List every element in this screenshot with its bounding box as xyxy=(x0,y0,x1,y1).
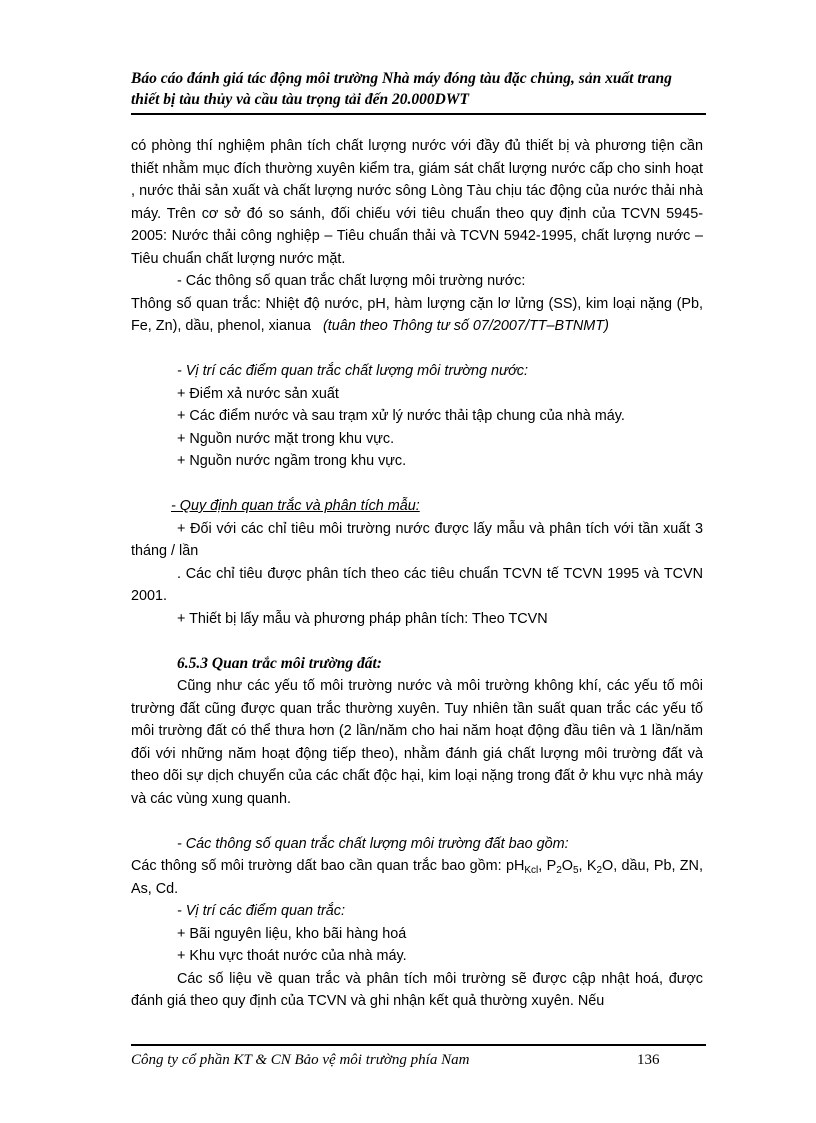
sampling-item-1: + Đối với các chỉ tiêu môi trường nước được lấy mẫu và phân tích với tần xuất 3 tháng / lần xyxy=(131,520,703,559)
water-locations-heading: - Vị trí các điểm quan trắc chất lượng môi trường nước: xyxy=(177,363,528,379)
water-params-heading: - Các thông số quan trắc chất lượng môi trường nước: xyxy=(177,273,526,289)
page-number: 136 xyxy=(637,1052,660,1068)
soil-params-text: Các thông số môi trường dất bao cần quan trắc bao gồm: $pH_{Kcl}$, $P_2O_5$, $K_2O$, dầu, Pb, ZN, As, Cd. xyxy=(131,858,703,897)
soil-monitoring-paragraph: Cũng như các yếu tố môi trường nước và môi trường không khí, các yếu tố môi trường đất cũng được quan trắc thường xuyên. Tuy nhiên tần suất quan trắc các yếu tố môi trường đất có thể thưa hơn (2 lần/năm cho hai năm hoạt động đầu tiên và 1 lần/năm đối với những năm hoạt động tiếp theo), nhằm đánh giá chất lượng môi trường đất và theo dõi sự dịch chuyển của các chất độc hại, kim loại nặng trong đất ở khu vực nhà máy và các vùng xung quanh. xyxy=(131,678,703,807)
document-body xyxy=(131,135,703,1013)
document-header xyxy=(131,68,706,114)
water-monitoring-paragraph: có phòng thí nghiệm phân tích chất lượng nước với đầy đủ thiết bị và phương tiện cần thiết nhằm mục đích thường xuyên kiểm tra, giám sát chất lượng nước cấp cho sinh hoạt , nước thải sản xuất và chất lượng nước sông Lòng Tàu chịu tác động của nước thải nhà máy. Trên cơ sở đó so sánh, đối chiếu với tiêu chuẩn theo quy định của TCVN 5945-2005: Nước thải công nghiệp – Tiêu chuẩn thải và TCVN 5942-1995, chất lượng nước – Tiêu chuẩn chất lượng nước mặt. xyxy=(131,138,703,267)
header-line-1: Báo cáo đánh giá tác động môi trường Nhà máy đóng tàu đặc chủng, sản xuất trang xyxy=(131,70,672,87)
header-line-2: thiết bị tàu thủy và cầu tàu trọng tải đến 20.000DWT xyxy=(131,91,470,108)
sampling-item-3: + Thiết bị lấy mẫu và phương pháp phân tích: Theo TCVN xyxy=(177,610,548,627)
soil-params-heading: - Các thông số quan trắc chất lượng môi trường đất bao gồm: xyxy=(177,835,569,852)
water-location-item: + Các điểm nước và sau trạm xử lý nước thải tập chung của nhà máy. xyxy=(177,408,625,424)
soil-location-item: + Khu vực thoát nước của nhà máy. xyxy=(177,948,407,964)
footer-company: Công ty cổ phần KT & CN Bảo vệ môi trường phía Nam xyxy=(131,1052,470,1068)
water-location-item: + Nguồn nước ngầm trong khu vực. xyxy=(177,453,407,469)
water-params-text xyxy=(131,293,703,338)
water-location-item: + Nguồn nước mặt trong khu vực. xyxy=(177,430,395,447)
final-paragraph: Các số liệu về quan trắc và phân tích môi trường sẽ được cập nhật hoá, được đánh giá theo quy định của TCVN và ghi nhận kết quả thường xuyên. Nếu xyxy=(131,970,703,1009)
soil-locations-heading: - Vị trí các điểm quan trắc: xyxy=(177,903,345,919)
water-params-list: Thông số quan trắc: Nhiệt độ nước, pH, hàm lượng cặn lơ lửng (SS), kim loại nặng (Pb, Fe, Zn), dầu, phenol, xianua xyxy=(131,295,703,334)
sampling-item-2: . Các chỉ tiêu được phân tích theo các tiêu chuẩn TCVN tế TCVN 1995 và TCVN 2001. xyxy=(131,565,703,604)
water-params-note: (tuân theo Thông tư số 07/2007/TT–BTNMT) xyxy=(323,318,609,334)
soil-location-item: + Bãi nguyên liệu, kho bãi hàng hoá xyxy=(177,925,407,942)
header-divider xyxy=(131,113,706,115)
water-location-item: + Điểm xả nước sản xuất xyxy=(177,385,339,402)
section-title-6-5-3: 6.5.3 Quan trắc môi trường đất: xyxy=(177,654,382,672)
footer-divider xyxy=(131,1044,706,1046)
sampling-heading: - Quy định quan trắc và phân tích mẫu: xyxy=(171,498,420,514)
